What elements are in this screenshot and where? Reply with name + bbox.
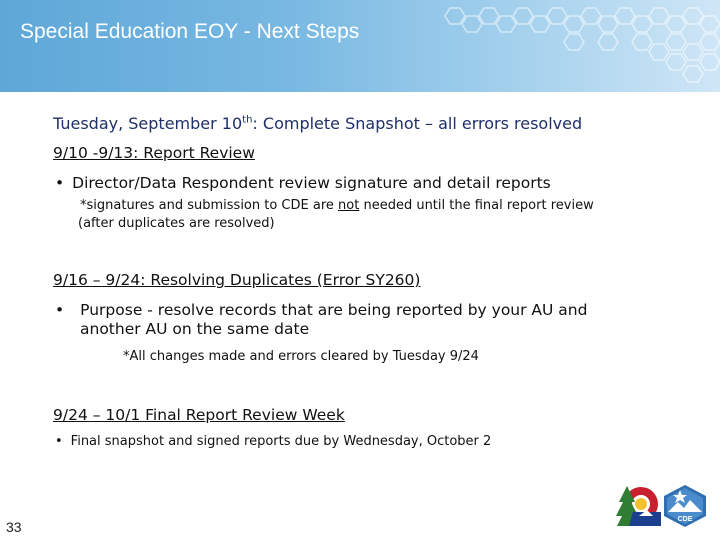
page-number: 33 bbox=[6, 519, 22, 535]
duplicates-note: *All changes made and errors cleared by Tuesday 9/24 bbox=[123, 349, 479, 364]
snapshot-date-suffix: : Complete Snapshot – all errors resolved bbox=[252, 114, 583, 133]
duplicates-bullet-text-line1: Purpose - resolve records that are being reported by your AU and bbox=[80, 301, 588, 319]
bullet-icon: • bbox=[55, 301, 65, 319]
snapshot-date-line bbox=[53, 114, 582, 133]
bullet-icon: • bbox=[55, 434, 63, 449]
slide-title: Special Education EOY - Next Steps bbox=[20, 20, 360, 43]
cde-logo-text: CDE bbox=[677, 516, 693, 523]
cde-logo-icon bbox=[660, 482, 710, 528]
report-review-note-part-a: *signatures and submission to CDE are bbox=[80, 198, 339, 213]
bullet-icon: • bbox=[55, 174, 65, 192]
duplicates-bullet bbox=[55, 301, 587, 319]
report-review-note-emphasis: not bbox=[338, 198, 360, 213]
duplicates-bullet-line2: another AU on the same date bbox=[80, 320, 310, 338]
final-review-heading: 9/24 – 10/1 Final Report Review Week bbox=[53, 406, 345, 424]
colorado-logo-icon bbox=[613, 482, 661, 528]
report-review-bullet bbox=[55, 174, 551, 192]
snapshot-date-superscript: th bbox=[242, 114, 253, 126]
final-review-bullet-text: Final snapshot and signed reports due by Wednesday, October 2 bbox=[70, 434, 492, 449]
report-review-bullet-text: Director/Data Respondent review signature and detail reports bbox=[72, 174, 551, 192]
final-review-bullet bbox=[55, 434, 491, 449]
report-review-heading: 9/10 -9/13: Report Review bbox=[53, 144, 255, 162]
snapshot-date-text: Tuesday, September 10 bbox=[53, 114, 243, 133]
report-review-note-line1 bbox=[80, 198, 594, 213]
report-review-note-line2: (after duplicates are resolved) bbox=[78, 216, 275, 231]
duplicates-heading: 9/16 – 9/24: Resolving Duplicates (Error SY260) bbox=[53, 271, 421, 289]
report-review-note-part-b: needed until the final report review bbox=[359, 198, 594, 213]
